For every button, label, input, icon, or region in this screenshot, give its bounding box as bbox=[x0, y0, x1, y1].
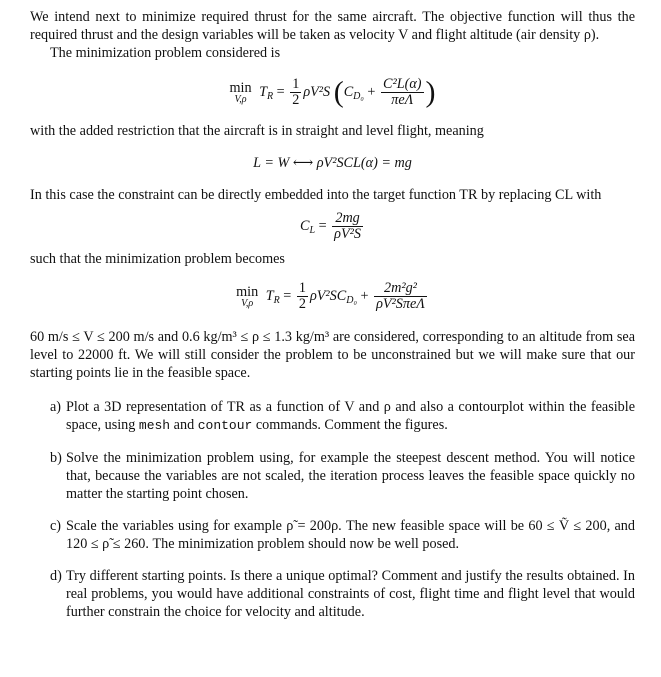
becomes-text: such that the minimization problem becomes bbox=[30, 251, 285, 267]
task-list bbox=[30, 398, 635, 621]
list-item: c) Scale the variables using for example ρ̃ = 200ρ. The new feasible space will be 60 ≤ Ṽ ≤ 200, and 120 ≤ ρ̃ ≤ 260. The minimization problem should now be well posed. bbox=[50, 518, 635, 552]
fraction-cl: $\frac{2mg}{\text{ρV²S}}$ bbox=[334, 210, 361, 243]
fraction-half: $\frac{1}{2}$ bbox=[298, 280, 306, 313]
equation-lift-coefficient: $C_L$ = $\frac{2mg}{\text{ρV²S}}$ bbox=[300, 210, 361, 243]
intro-minimization-line: The minimization problem considered is bbox=[50, 45, 281, 61]
fraction-half: $\frac{1}{2}$ bbox=[292, 76, 300, 109]
list-item: a) Plot a 3D representation of TR as a function of V and ρ and also a contourplot within the feasible space, using mesh and contour commands. Comment the figures. bbox=[50, 399, 635, 433]
ranges-text: 60 m/s ≤ V ≤ 200 m/s and 0.6 kg/m³ ≤ ρ ≤ 1.3 kg/m³ are considered, corresponding to an altitude from sea level to 22000 ft. We will still consider the problem to be unconstrained but we will make sure that our starting points lie in the feasible space. bbox=[30, 329, 635, 381]
intro-paragraph: We intend next to minimize required thrust for the same aircraft. The objective function will thus the required thrust and the design variables will be taken as velocity V and flight altitude (air density ρ). bbox=[30, 9, 635, 43]
list-item: b) Solve the minimization problem using, for example the steepest descent method. You will notice that, because the variables are not scaled, the iteration process leaves the feasible space quickly no matter the starting point chosen. bbox=[50, 450, 635, 502]
document-page bbox=[30, 8, 635, 621]
restriction-text: with the added restriction that the aircraft is in straight and level flight, meaning bbox=[30, 123, 484, 139]
min-operator: min V,ρ bbox=[236, 283, 259, 309]
equation-thrust-reduced: min V,ρ $T_R$ = $\frac{1}{2}$ $\rho V^2SC_{D_0}$ + $\frac{\text{2m²g²}}{\text{ρV²SπeΛ}}$ bbox=[236, 280, 425, 313]
constraint-text: In this case the constraint can be directly embedded into the target function TR by replacing CL with bbox=[30, 187, 602, 203]
equation-level-flight: L = W ⟷ ρV²SCL(α) = mg bbox=[253, 155, 412, 171]
fraction-lift-term: $\frac{\text{C²L(α)}}{\text{πeΛ}}$ bbox=[382, 76, 422, 109]
min-operator: min V,ρ bbox=[229, 79, 252, 105]
fraction-induced-term: $\frac{\text{2m²g²}}{\text{ρV²SπeΛ}}$ bbox=[376, 280, 425, 313]
list-item: d) Try different starting points. Is there a unique optimal? Comment and justify the results obtained. In real problems, you would have additional constraints of cost, flight time and flight level that would further constrain the choice for velocity and altitude. bbox=[50, 568, 635, 620]
equation-thrust-objective: min V,ρ $T_R$ = $\frac{1}{2}$ ρV²S ($C_{D_0}$ + $\frac{\text{C²L(α)}}{\text{πeΛ}}$ ) bbox=[229, 75, 436, 109]
